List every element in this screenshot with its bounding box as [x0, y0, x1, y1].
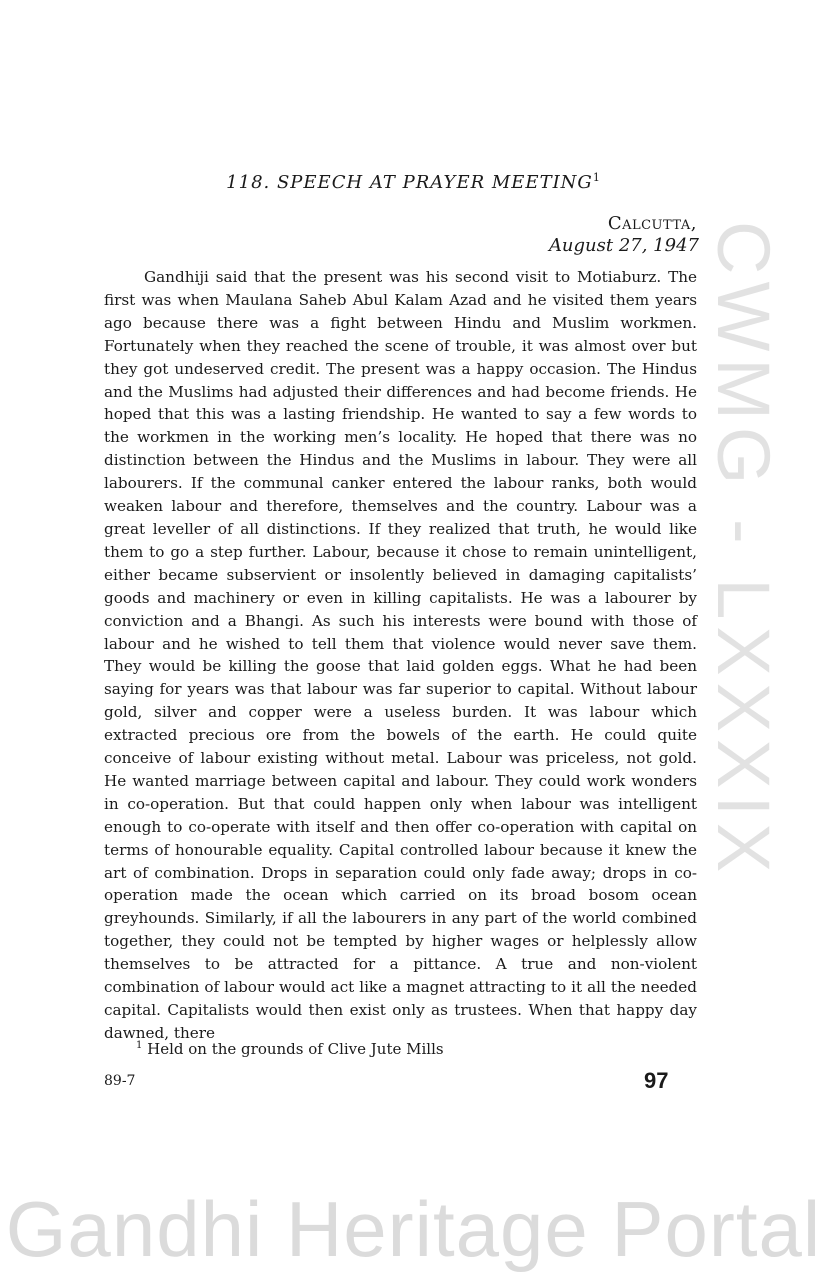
title-footnote-marker: 1: [592, 171, 601, 184]
footnote-marker: 1: [136, 1040, 143, 1051]
volume-folio: 89-7: [104, 1073, 136, 1089]
speech-title: [0, 171, 827, 193]
speech-paragraph: Gandhiji said that the present was his second visit to Motiaburz. The first was when Maulana Saheb Abul Kalam Azad and he visited them years ago because there was a fight between Hindu and Muslim workmen. Fortunately when they reached the scene of trouble, it was almost over but they got undeserved credit. The present was a happy occasion. The Hindus and the Muslims had adjusted their differences and had become friends. He hoped that this was a lasting friendship. He wanted to say a few words to the workmen in the working men’s locality. He hoped that there was no distinction between the Hindus and the Muslims in labour. They were all labourers. If the communal canker entered the labour ranks, both would weaken labour and therefore, themselves and the country. Labour was a great leveller of all distinctions. If they realized that truth, he would like them to go a step further. Labour, because it chose to remain unintelligent, either became subservient or insolently believed in damaging capitalists’ goods and machinery or even in killing capitalists. He was a labourer by conviction and a Bhangi. As such his interests were bound with those of labour and he wished to tell them that violence would never save them. They would be killing the goose that laid golden eggs. What he had been saying for years was that labour was far superior to capital. Without labour gold, silver and copper were a useless burden. It was labour which extracted precious ore from the bowels of the earth. He could quite conceive of labour existing without metal. Labour was priceless, not gold. He wanted marriage between capital and labour. They could work wonders in co-operation. But that could happen only when labour was intelligent enough to co-operate with itself and then offer co-operation with capital on terms of honourable equality. Capital controlled labour because it knew the art of combination. Drops in separation could only fade away; drops in co-operation made the ocean which carried on its broad bosom ocean greyhounds. Similarly, if all the labourers in any part of the world combined together, they could not be tempted by higher wages or helplessly allow themselves to be attracted for a pittance. A true and non-violent combination of labour would act like a magnet attracting to it all the needed capital. Capitalists would then exist only as trustees. When that happy day dawned, there: [104, 268, 697, 1042]
footnote: [136, 1040, 444, 1058]
place-heading: Calcutta,: [607, 213, 697, 234]
portal-watermark: Gandhi Heritage Portal: [5, 1185, 822, 1273]
side-watermark-text: CWMG - LXXXIX: [702, 221, 785, 880]
speech-title-text: 118. SPEECH AT PRAYER MEETING: [226, 172, 593, 193]
date-heading: August 27, 1947: [548, 235, 699, 256]
footnote-text: Held on the grounds of Clive Jute Mills: [142, 1040, 444, 1058]
page-number: 97: [644, 1068, 669, 1093]
